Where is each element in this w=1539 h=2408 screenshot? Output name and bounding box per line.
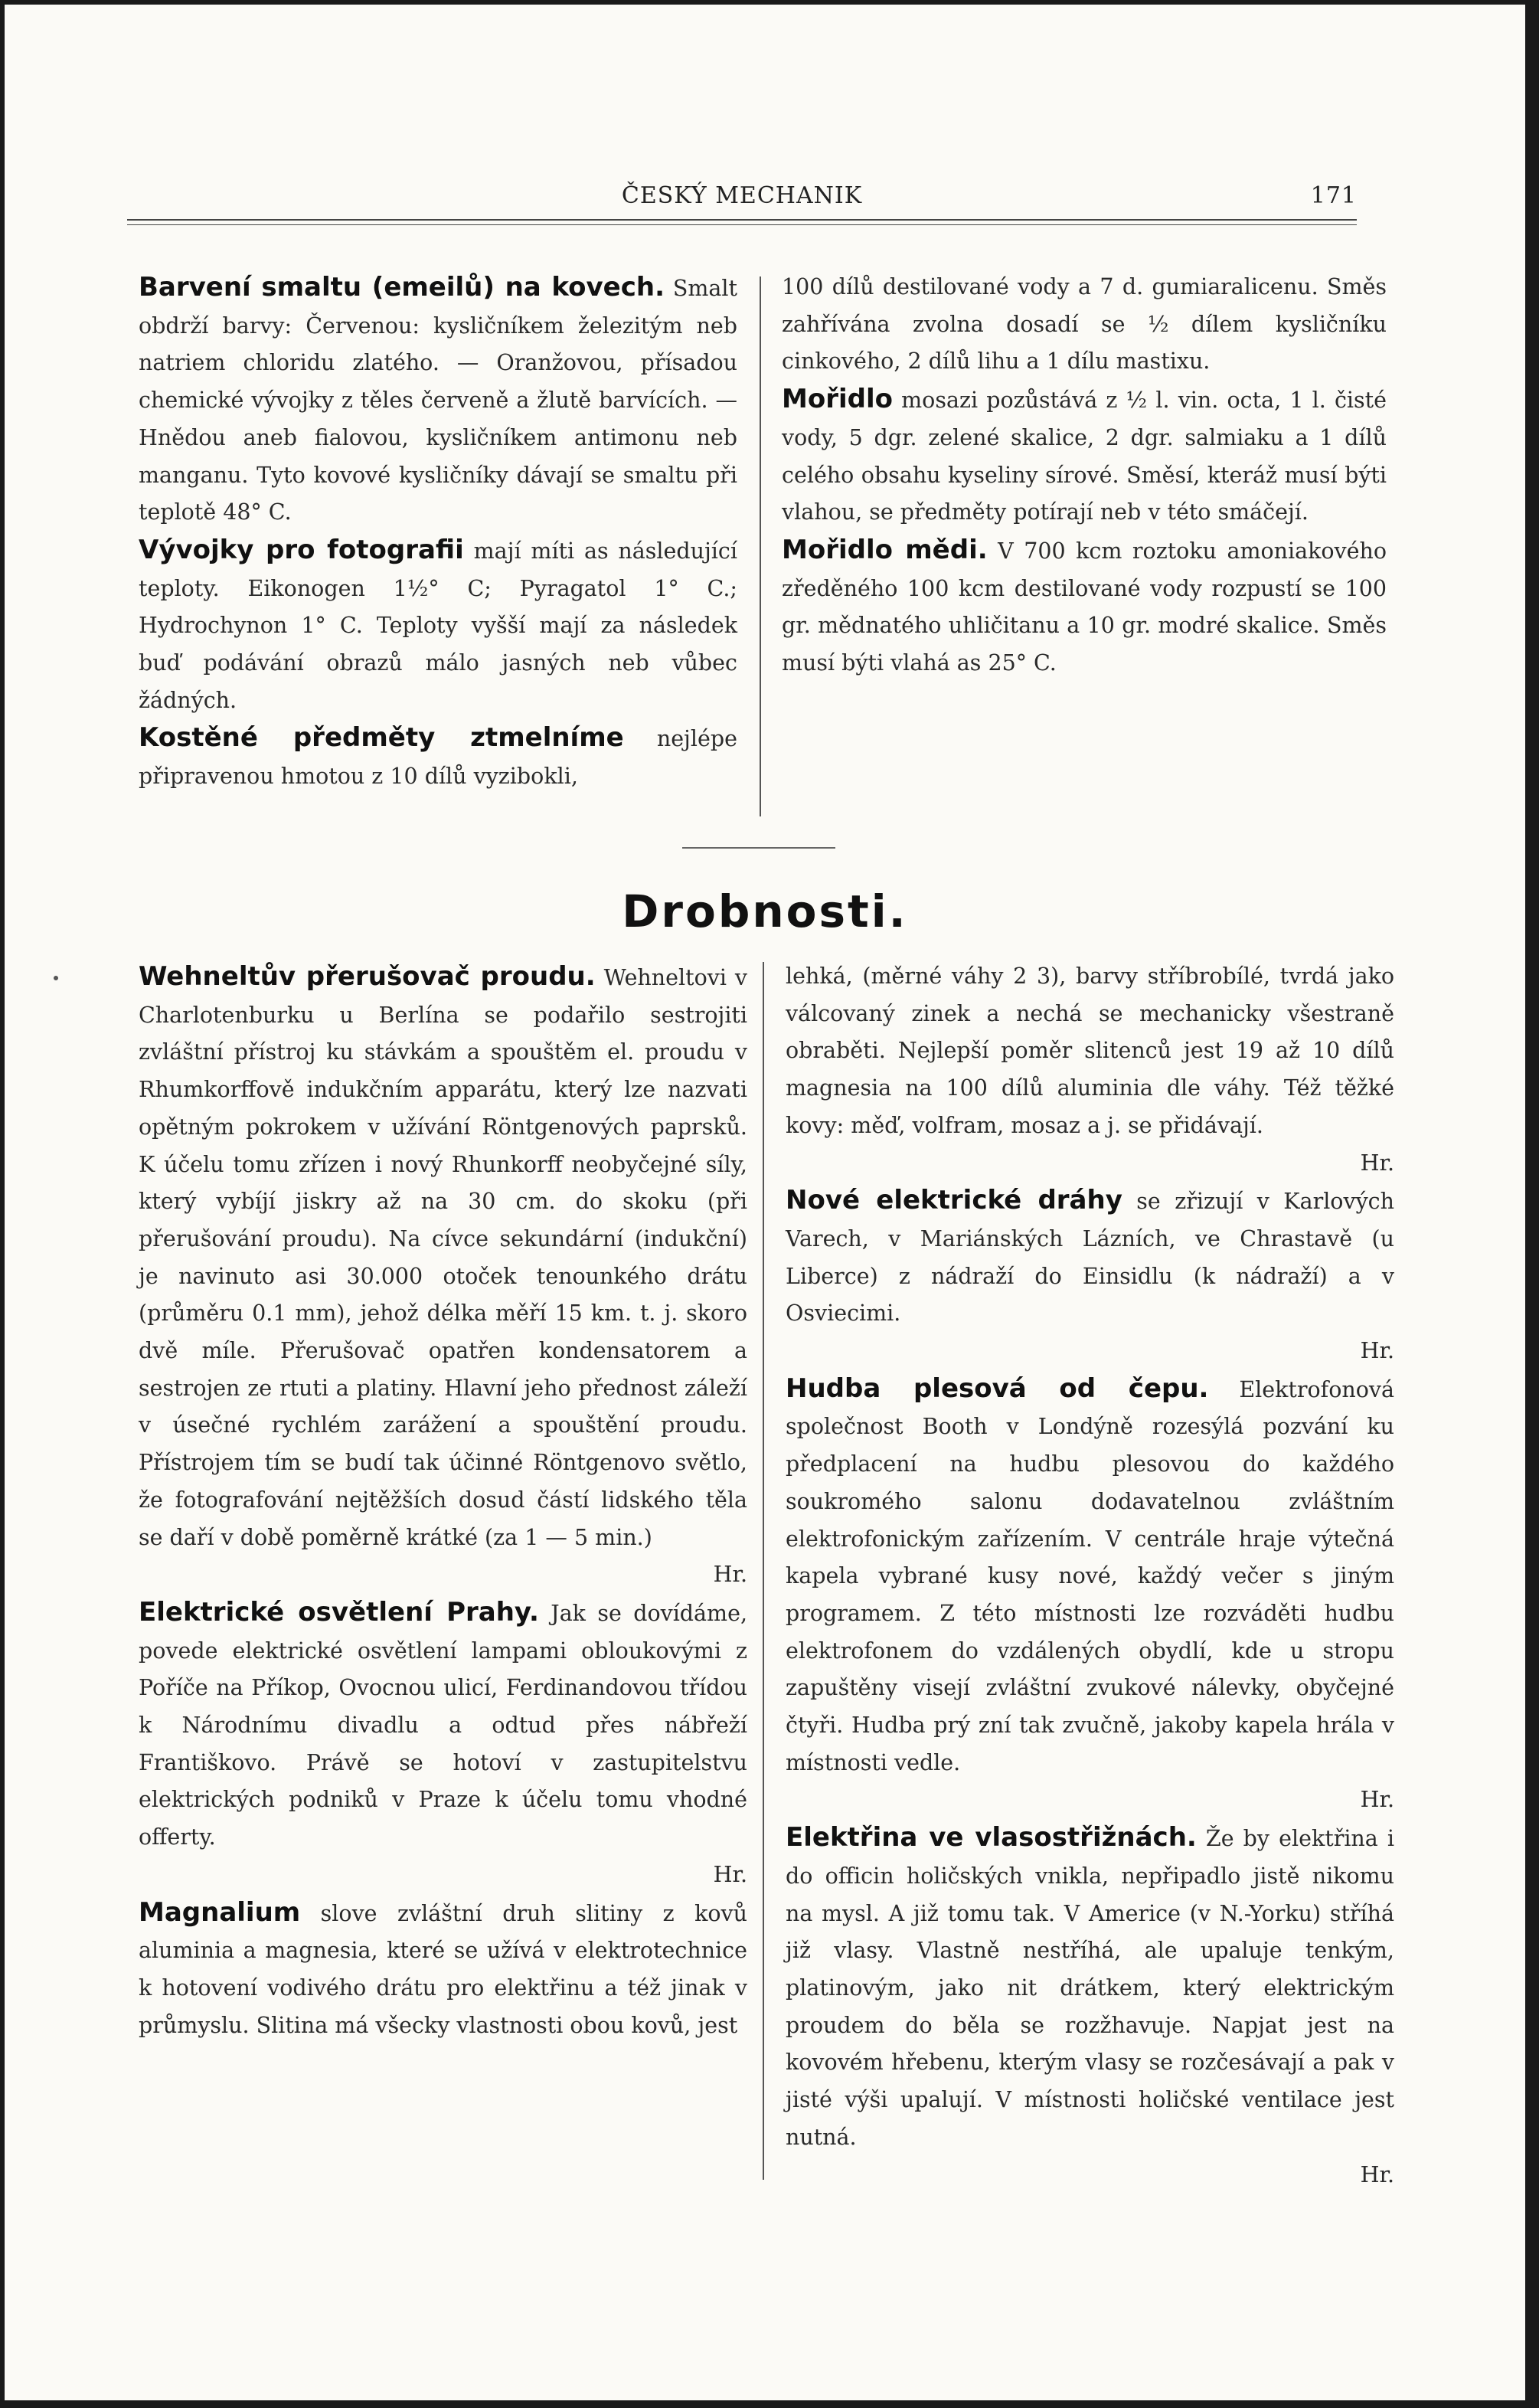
article-wehnelt <box>139 958 747 1594</box>
heading-kostene: Kostěné předměty ztmelníme <box>139 722 624 754</box>
bottom-right-column <box>786 958 1394 2194</box>
body-moridlo-medi: V 700 kcm roztoku amoniakového zředěného 100 kcm destilované vody rozpustí se 100 gr. mědnatého uhličitanu a 10 gr. modré skalice. Směs musí býti vlahá as 25° C. <box>782 538 1387 676</box>
article-magnalium-cont <box>786 958 1394 1182</box>
body-moridlo: mosazi pozůstává z ½ l. vin. octa, 1 l. čisté vody, 5 dgr. zelené skalice, 2 dgr. salmiaku a 1 dílů celého obsahu kyseliny sírové. Směsí, kteráž musí býti vlahou, se předměty potírají neb v této smáčejí. <box>782 388 1387 525</box>
body-osvetleni: Jak se dovídáme, povede elektrické osvětlení lampami obloukovými z Poříče na Příkop, Ovocnou ulicí, Ferdinandovou třídou k Národnímu divadlu a odtud přes nábřeží Františkovo. Právě se hotoví v zastupitelstvu elektrických podniků v Praze k účelu tomu vhodné offerty. <box>139 1600 747 1850</box>
page-number: 171 <box>1310 182 1357 209</box>
sign-wehnelt: Hr. <box>713 1562 747 1588</box>
article-hudba <box>786 1370 1394 1819</box>
body-magnalium: slove zvláštní druh slitiny z kovů aluminia a magnesia, které se užívá v elektrotechnice k hotovení vodivého drátu pro elektřinu a též jinak v průmyslu. Slitina má všecky vlastnosti obou kovů, jest <box>139 1900 747 2038</box>
body-hudba: Elektrofonová společnost Booth v Londýně rozesýlá pozvání ku předplacení na hudbu plesovou do každého soukromého salonu dodavatelnou zvláštním elektrofonickým zařízením. V centrále hraje výtečná kapela vybrané kusy nové, každý večer s jiným programem. Z této místnosti lze rozváděti hudbu elektrofonem do vzdálených obydlí, kde u stropu zapuštěny visejí zvláštní zvukové nálevky, obyčejné čtyři. Hudba prý zní tak zvučně, jakoby kapela hrála v místnosti vedle. <box>786 1376 1394 1775</box>
article-vyvojky <box>139 532 737 720</box>
sign-osvetleni: Hr. <box>713 1861 747 1887</box>
body-vlasostrizny: Že by elektřina i do officin holičských vnikla, nepřipadlo jistě nikomu na mysl. A již tomu tak. V Americe (v N.-Yorku) stříhá již vlasy. Vlastně nestříhá, ale upaluje tenkým, platinovým, jako nit drátkem, který elektrickým proudem do běla se rozžhavuje. Napjat jest na kovovém hřebenu, kterým vlasy se rozčesávají a pak v jisté výši upalují. V místnosti holičské ventilace jest nutná. <box>786 1826 1394 2150</box>
sign-drahy: Hr. <box>1360 1338 1394 1364</box>
article-moridlo <box>782 381 1387 532</box>
heading-wehnelt: Wehneltův přerušovač proudu. <box>139 961 596 992</box>
article-smalt <box>139 269 737 532</box>
bottom-left-column <box>139 958 747 2044</box>
sign-hudba: Hr. <box>1360 1787 1394 1813</box>
edge-mark <box>54 976 58 980</box>
top-left-column <box>139 269 737 796</box>
heading-magnalium: Magnalium <box>139 1896 301 1928</box>
running-header <box>127 182 1357 213</box>
heading-moridlo: Mořidlo <box>782 384 893 415</box>
article-osvetleni <box>139 1594 747 1894</box>
section-title: Drobnosti. <box>622 885 908 937</box>
heading-hudba: Hudba plesová od čepu. <box>786 1372 1209 1404</box>
heading-vyvojky: Vývojky pro fotografii <box>139 534 464 565</box>
article-vlasostrizny <box>786 1819 1394 2194</box>
heading-drahy: Nové elektrické dráhy <box>786 1185 1122 1216</box>
page-sheet <box>5 5 1525 2400</box>
article-magnalium <box>139 1894 747 2045</box>
sign-magnalium: Hr. <box>1360 1150 1394 1176</box>
top-column-divider <box>760 276 761 816</box>
body-kostene: nejlépe připravenou hmotou z 10 dílů vyzibokli, <box>139 726 737 790</box>
section-separator <box>682 847 835 849</box>
heading-moridlo-medi: Mořidlo mědi. <box>782 534 988 565</box>
heading-smalt: Barvení smaltu (emeilů) na kovech. <box>139 272 665 303</box>
top-right-column <box>782 269 1387 682</box>
article-gumi <box>782 269 1387 381</box>
heading-vlasostrizny: Elektřina ve vlasostřižnách. <box>786 1822 1197 1853</box>
journal-title: ČESKÝ MECHANIK <box>621 182 863 209</box>
body-wehnelt: Wehneltovi v Charlotenburku u Berlína se podařilo sestrojiti zvláštní přístroj ku stávkám a spouštěm el. proudu v Rhumkorffově indukčním apparátu, který lze nazvati opětným pokrokem v užívání Röntgenových paprsků. K účelu tomu zřízen i nový Rhunkorff neobyčejné síly, který vybíjí jiskry až na 30 cm. do skoku (při přerušování proudu). Na cívce sekundární (indukční) je navinuto asi 30.000 otoček tenounkého drátu (průměru 0.1 mm), jehož délka měří 15 km. t. j. skoro dvě míle. Přerušovač opatřen kondensatorem a sestrojen ze rtuti a platiny. Hlavní jeho přednost záleží v úsečné rychlém zarážení a spouštění proudu. Přístrojem tím se budí tak účinné Röntgenovo světlo, že fotografování nejtěžších dosud částí lidského těla se daří v době poměrně krátké (za 1 — 5 min.) <box>139 965 747 1550</box>
sign-vlasostrizny: Hr. <box>1360 2161 1394 2187</box>
heading-osvetleni: Elektrické osvětlení Prahy. <box>139 1596 539 1628</box>
article-kostene <box>139 719 737 795</box>
body-magnalium-cont: lehká, (měrné váhy 2 3), barvy stříbrobílé, tvrdá jako válcovaný zinek a nechá se mechanicky všestraně obraběti. Nejlepší poměr slitenců jest 19 až 10 dílů magnesia na 100 dílů aluminia dle váhy. Též těžké kovy: měď, volfram, mosaz a j. se přidávají. <box>786 964 1394 1138</box>
header-rule <box>127 219 1357 225</box>
bottom-column-divider <box>763 962 764 2180</box>
body-drahy: se zřizují v Karlových Varech, v Mariánských Lázních, ve Chrastavě (u Liberce) z nádraží do Einsidlu (k nádraží) a v Osviecimi. <box>786 1189 1394 1327</box>
article-drahy <box>786 1182 1394 1370</box>
article-moridlo-medi <box>782 532 1387 682</box>
body-vyvojky: mají míti as následující teploty. Eikonogen 1½° C; Pyragatol 1° C.; Hydrochynon 1° C. Teploty vyšší mají za následek buď podávání obrazů málo jasných neb vůbec žádných. <box>139 538 737 713</box>
body-gumi: 100 dílů destilované vody a 7 d. gumiaralicenu. Směs zahřívána zvolna dosadí se ½ dílem kysličníku cinkového, 2 dílů lihu a 1 dílu mastixu. <box>782 274 1387 375</box>
body-smalt: Smalt obdrží barvy: Červenou: kysličníkem železitým neb natriem chloridu zlatého. — Oranžovou, přísadou chemické vývojky z těles červeně a žlutě barvících. — Hnědou aneb fialovou, kysličníkem antimonu neb manganu. Tyto kovové kysličníky dávají se smaltu při teplotě 48° C. <box>139 276 737 525</box>
